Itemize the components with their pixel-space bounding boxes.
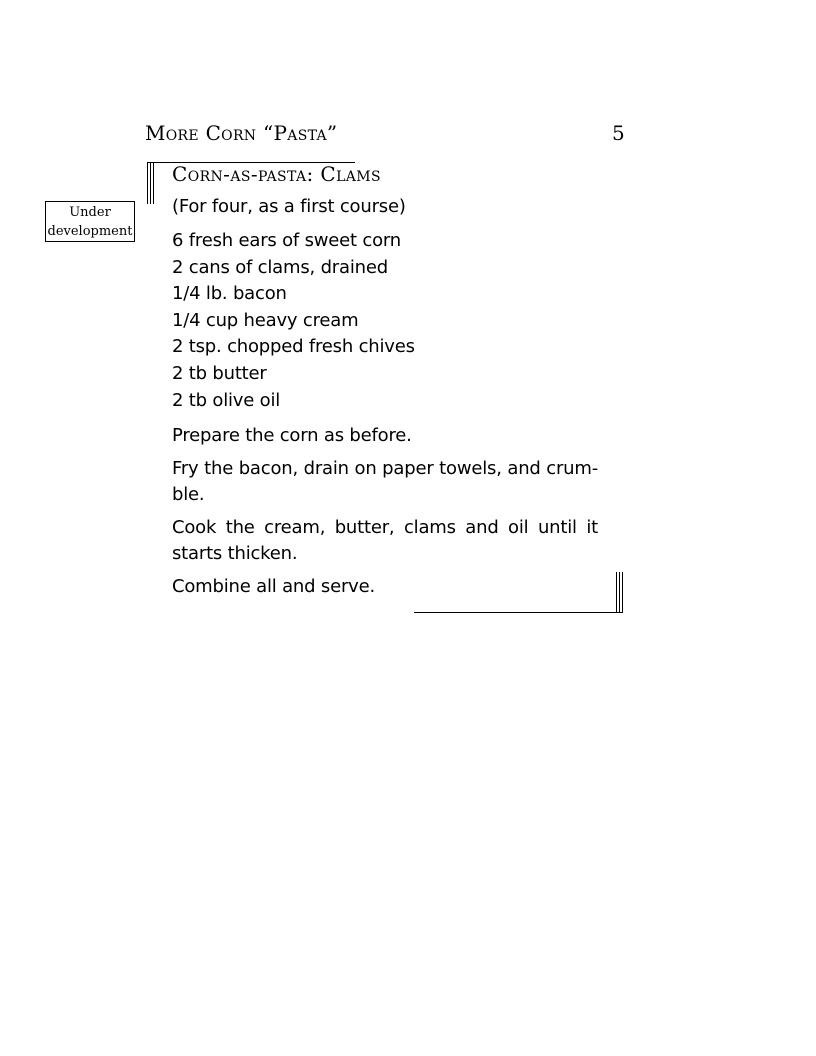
recipe-servings: (For four, as a first course) xyxy=(172,196,406,217)
ingredient-item: 2 tb olive oil xyxy=(172,389,281,411)
recipe-step: Cook the cream, butter, clams and oil until it starts thicken. xyxy=(172,517,598,565)
ingredient-item: 6 fresh ears of sweet corn xyxy=(172,230,402,251)
recipe-step: Combine all and serve. xyxy=(172,576,375,598)
bracket-bar xyxy=(622,572,623,612)
ingredient-item: 2 cans of clams, drained xyxy=(172,256,388,278)
ingredient-item: 1/4 lb. bacon xyxy=(172,283,287,305)
under-development-note xyxy=(45,201,135,242)
ingredient-item: 2 tb butter xyxy=(172,362,267,384)
running-title: More Corn “Pasta” xyxy=(145,121,338,145)
bracket-rule xyxy=(414,612,623,613)
recipe-step: Fry the bacon, drain on paper towels, and crum-ble. xyxy=(172,458,598,506)
margin-note-line: development xyxy=(47,224,133,239)
bracket-bar xyxy=(616,572,617,612)
margin-note-line: Under xyxy=(69,205,111,220)
ingredient-item: 1/4 cup heavy cream xyxy=(172,309,359,331)
ingredient-item: 2 tsp. chopped fresh chives xyxy=(172,336,415,358)
ingredient-list xyxy=(172,228,598,414)
page-number: 5 xyxy=(611,121,625,145)
bracket-bar xyxy=(150,162,151,204)
recipe-end-bracket xyxy=(414,572,623,613)
bracket-bar xyxy=(153,162,154,204)
bracket-bar xyxy=(619,572,620,612)
bracket-bar xyxy=(147,162,148,204)
recipe xyxy=(172,160,598,607)
running-head xyxy=(145,121,625,147)
recipe-title: Corn-as-pasta: Clams xyxy=(172,162,382,186)
recipe-step: Prepare the corn as before. xyxy=(172,425,412,447)
